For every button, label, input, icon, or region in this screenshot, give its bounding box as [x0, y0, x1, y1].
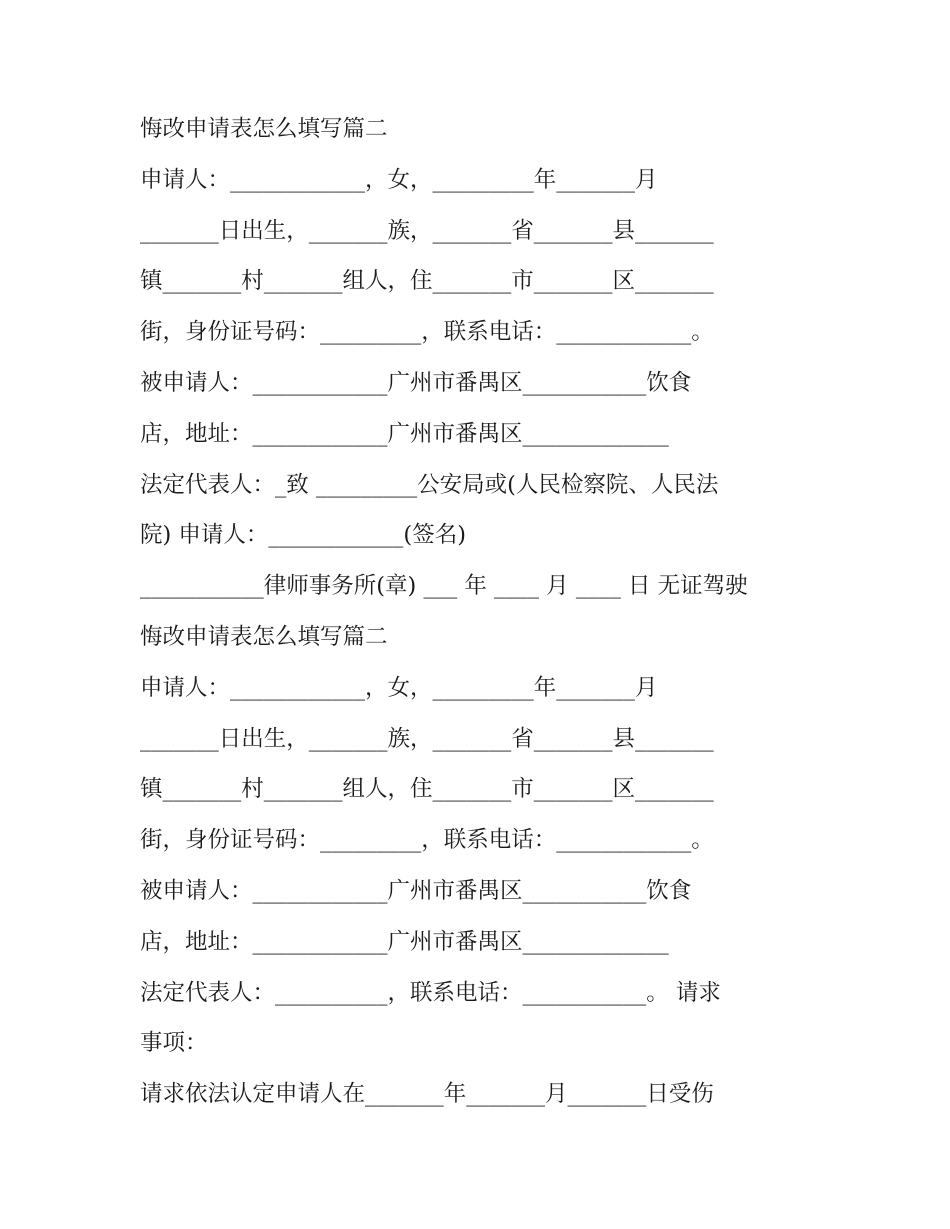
text-line: 被申请人：____________广州市番禺区___________饮食 — [140, 877, 692, 904]
text-line: 店，地址：____________广州市番禺区_____________ — [140, 928, 669, 955]
text-line: 法定代表人：_致 _________公安局或(人民检察院、人民法 — [140, 471, 719, 498]
document-heading: 悔改申请表怎么填写篇二 — [140, 116, 388, 142]
text-line: 被申请人：____________广州市番禺区___________饮食 — [140, 369, 692, 396]
document-heading: 悔改申请表怎么填写篇二 — [140, 623, 388, 650]
document-body — [140, 104, 810, 1120]
text-line: ___________律师事务所(章) ___ 年 ____ 月 ____ 日 无证驾驶 — [140, 573, 748, 600]
text-line: 镇_______村_______组人，住_______市_______区_______ — [140, 268, 714, 295]
text-line: _______日出生，_______族，_______省_______县_______ — [140, 725, 714, 752]
text-line: 镇_______村_______组人，住_______市_______区_______ — [140, 776, 714, 803]
text-line: 街，身份证号码：_________，联系电话：____________。 — [140, 319, 714, 346]
text-line: 法定代表人：__________，联系电话：___________。 请求 — [140, 979, 721, 1006]
text-line: 请求依法认定申请人在_______年_______月_______日受伤 — [140, 1081, 714, 1108]
text-line: 申请人：____________，女，_________年_______月 — [140, 674, 658, 701]
text-line: 街，身份证号码：_________，联系电话：____________。 — [140, 827, 714, 854]
text-line: 店，地址：____________广州市番禺区_____________ — [140, 420, 669, 447]
text-line: 事项： — [140, 1030, 208, 1057]
text-line: 院) 申请人：____________(签名) — [140, 522, 466, 549]
text-line: _______日出生，_______族，_______省_______县_______ — [140, 217, 714, 244]
text-line: 申请人：____________，女，_________年_______月 — [140, 166, 658, 193]
